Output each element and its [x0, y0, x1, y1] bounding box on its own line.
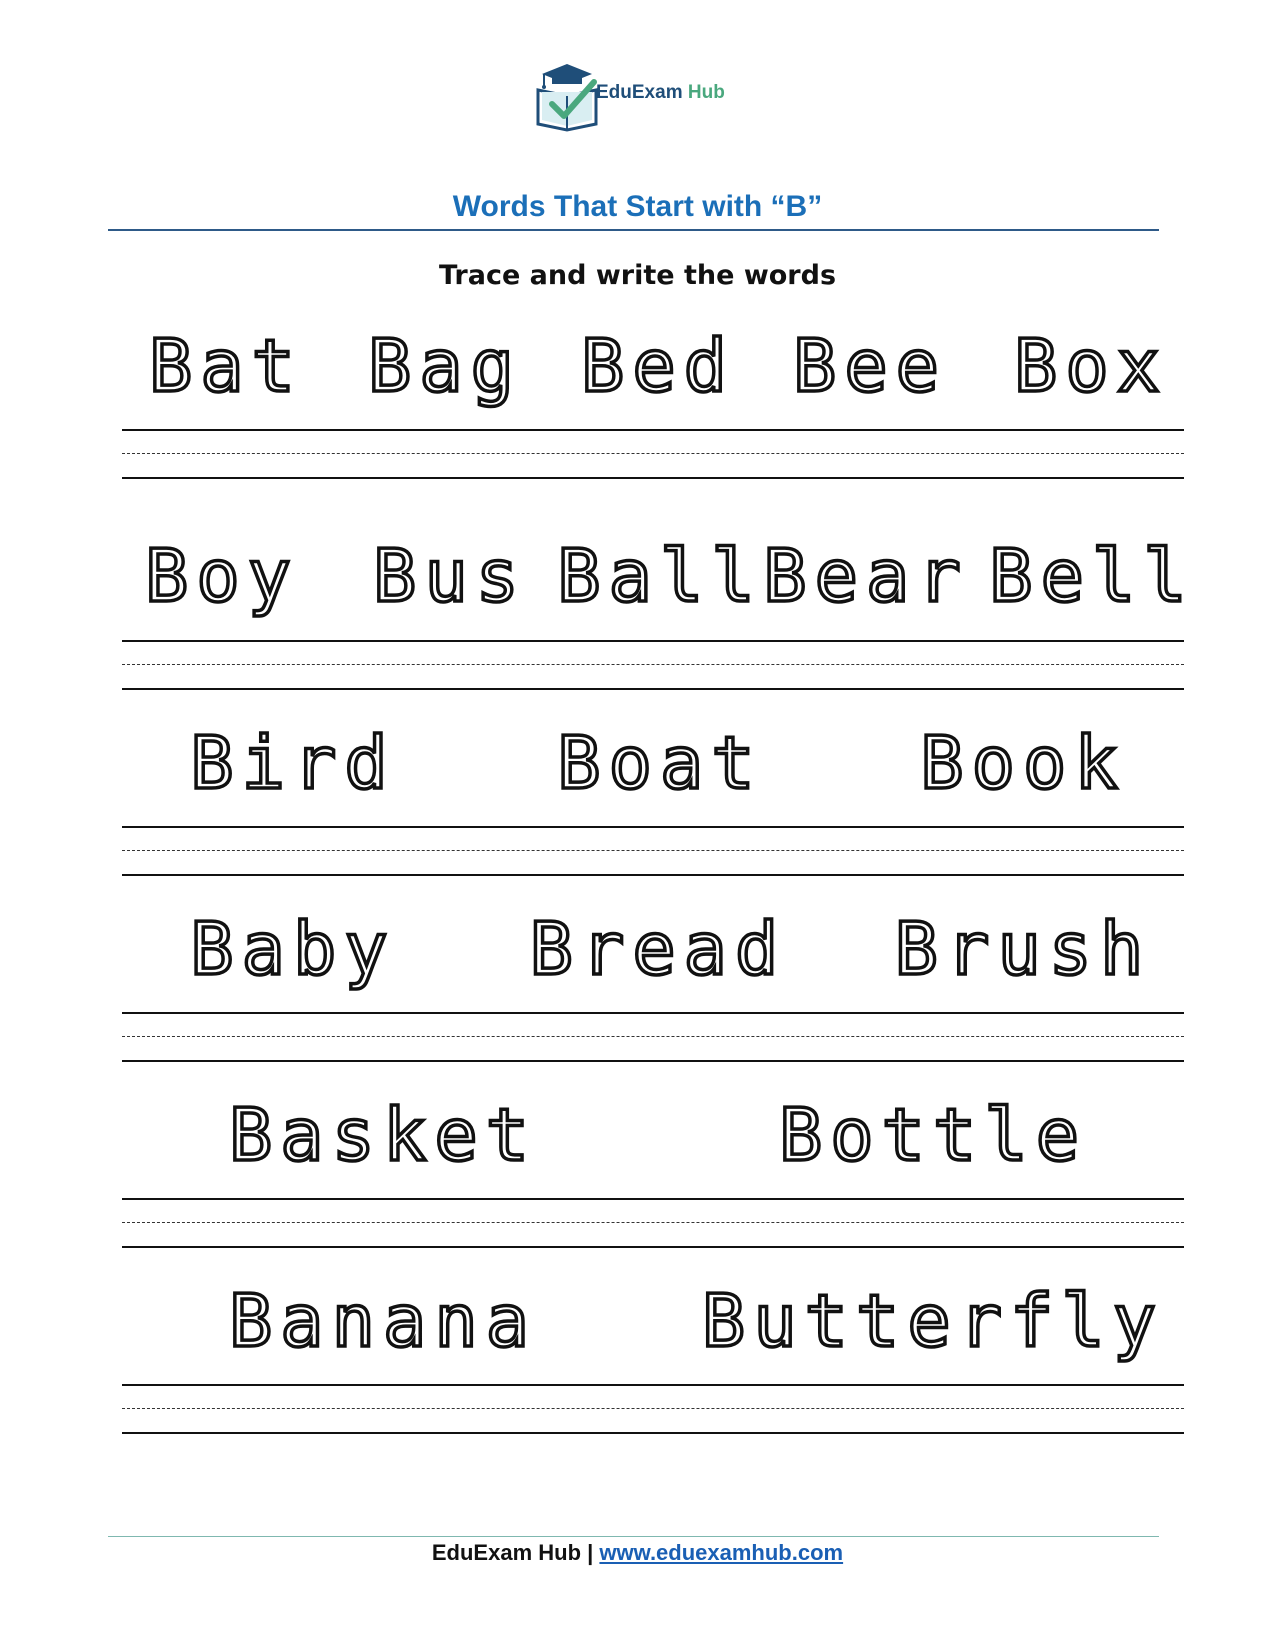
writing-line-base — [122, 688, 1184, 690]
writing-line-base — [122, 477, 1184, 479]
writing-line-top — [122, 1012, 1184, 1014]
traceable-word: Basket — [228, 1093, 538, 1177]
writing-line-mid — [122, 850, 1184, 851]
instructions: Trace and write the words — [438, 260, 837, 291]
writing-line-mid — [122, 1036, 1184, 1037]
writing-line-mid — [122, 1408, 1184, 1409]
traceable-word: Bear — [763, 534, 969, 618]
traceable-word: Bat — [148, 324, 304, 408]
logo-wordmark — [596, 82, 725, 104]
writing-line-mid — [122, 1222, 1184, 1223]
traceable-word: Bird — [190, 721, 396, 805]
traceable-word: Box — [1013, 324, 1169, 408]
traceable-word: Bag — [367, 324, 523, 408]
writing-line-mid — [122, 453, 1184, 454]
writing-line-top — [122, 429, 1184, 431]
traceable-word: Boat — [557, 721, 763, 805]
traceable-word: Book — [920, 721, 1126, 805]
title-divider — [108, 229, 1159, 231]
traceable-word: Bus — [372, 534, 528, 618]
writing-line-top — [122, 640, 1184, 642]
traceable-word: Butterfly — [701, 1279, 1165, 1363]
logo-wordmark-part1: EduExam — [596, 82, 683, 103]
footer — [0, 1540, 1275, 1566]
logo-wordmark-part2: Hub — [687, 82, 725, 103]
traceable-word: Bell — [989, 534, 1195, 618]
writing-line-base — [122, 1246, 1184, 1248]
traceable-word: Brush — [894, 907, 1152, 991]
footer-separator: | — [587, 1540, 594, 1565]
traceable-word: Ball — [557, 534, 763, 618]
traceable-word: Boy — [144, 534, 300, 618]
writing-line-mid — [122, 664, 1184, 665]
writing-line-base — [122, 1432, 1184, 1434]
traceable-word: Bed — [580, 324, 736, 408]
traceable-word: Bee — [792, 324, 948, 408]
traceable-word: Bottle — [778, 1093, 1088, 1177]
traceable-word: Banana — [228, 1279, 538, 1363]
writing-line-top — [122, 1384, 1184, 1386]
writing-line-base — [122, 1060, 1184, 1062]
page-title: Words That Start with “B” — [452, 190, 823, 223]
graduation-cap-book-icon — [534, 60, 600, 134]
footer-divider — [108, 1536, 1159, 1537]
logo — [534, 60, 734, 134]
footer-brand: EduExam Hub — [431, 1540, 582, 1565]
writing-line-top — [122, 1198, 1184, 1200]
footer-website-link[interactable]: www.eduexamhub.com — [599, 1540, 844, 1565]
traceable-word: Bread — [529, 907, 787, 991]
traceable-word: Baby — [190, 907, 396, 991]
writing-line-top — [122, 826, 1184, 828]
writing-line-base — [122, 874, 1184, 876]
